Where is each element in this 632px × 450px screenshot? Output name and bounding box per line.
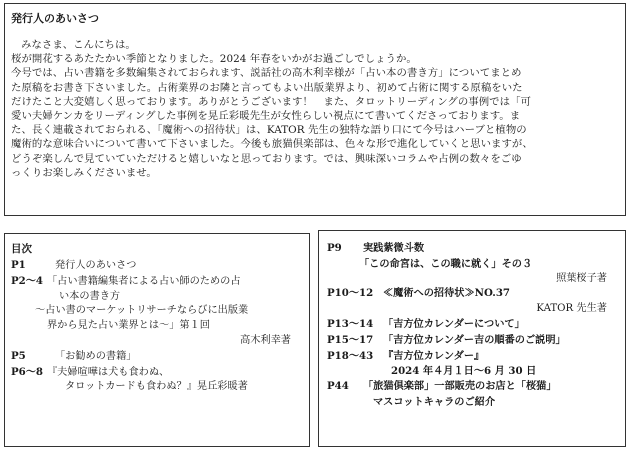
greeting-section: [4, 3, 626, 216]
toc-entry-continued: [327, 364, 617, 379]
toc-page: P6～8: [11, 365, 44, 378]
toc-entry: [327, 241, 617, 257]
toc-text: 実践紫微斗数: [363, 242, 425, 254]
greeting-line: た原稿をお書き下さいました。占術業界のお隣と言ってもよい出版業界より、初めて占術に関する原稿をいた: [11, 81, 523, 94]
toc-page: P44: [327, 380, 349, 393]
toc-text: 『吉方位カレンダー』: [383, 349, 485, 362]
toc-entry-continued: [327, 257, 617, 272]
toc-entry-continued: [327, 395, 617, 410]
toc-author-text: KATOR 先生著: [536, 303, 607, 315]
toc-entry: [11, 258, 301, 274]
toc-page: P1: [11, 259, 26, 271]
toc-text: 「お勧めの書籍」: [55, 350, 137, 362]
greeting-line: 愛い夫婦ケンカをリーディングした事例を晃丘彩暖先生が女性らしい視点にて書いてくださっております。ま: [11, 110, 521, 123]
toc-text: 「この命宮は、この職に就く」その３: [359, 257, 533, 270]
toc-author-text: 照葉桜子著: [556, 272, 607, 284]
toc-entry: [11, 274, 301, 290]
toc-page: P15～17: [327, 333, 374, 346]
greeting-line: っくりお楽しみくださいませ。: [11, 166, 157, 179]
toc-text: タロットカードも食わぬ？』晃丘彩暖著: [65, 381, 248, 393]
toc-text: 「旅猫倶楽部」一部販売のお店と「桜猫」: [363, 380, 557, 393]
toc-entry-continued: [11, 290, 301, 305]
toc-author-text: 高木利幸著: [240, 334, 291, 346]
greeting-line: どうぞ楽しんで見ていていただけると嬉しいなと思っております。では、興味深いコラムや占例の数々をごゆ: [11, 152, 522, 165]
toc-entry: [327, 333, 617, 349]
toc-heading: 目次: [11, 243, 32, 255]
greeting-title: 発行人のあいさつ: [11, 12, 99, 25]
greeting-line: 今号では、占い書籍を多数編集されておられます、説話社の高木利幸様が「占い本の書き方」についてまとめ: [11, 67, 522, 80]
toc-page: P9: [327, 242, 342, 254]
toc-text: 発行人のあいさつ: [55, 260, 137, 271]
toc-text: ≪魔術への招待状≫NO.37: [383, 287, 510, 300]
greeting-line: 魔術的な意味合いについて書いて下さいました。今後も旅猫倶楽部は、色々な形で進化していくと思いますが、: [11, 138, 533, 151]
toc-page: P5: [11, 349, 26, 362]
toc-text: 「吉方位カレンダーについて」: [383, 317, 525, 330]
greeting-line: みなさま、こんにちは。: [21, 39, 136, 51]
toc-left-section: [4, 233, 310, 447]
toc-text: ～占い書のマーケットリサーチならびに出版業: [35, 305, 249, 317]
toc-page: P13～14: [327, 317, 374, 330]
toc-author: [327, 272, 617, 287]
toc-entry: [11, 349, 301, 365]
toc-entry: [327, 317, 617, 333]
toc-entry-continued: [11, 304, 301, 319]
toc-entry: [327, 349, 617, 365]
toc-entry: [11, 365, 301, 381]
toc-page: P2～4: [11, 274, 44, 287]
greeting-line: 桜が開花するあたたかい季節となりました。2024 年春をいかがお過ごしでしょうか。: [11, 53, 417, 66]
greeting-line: た、長く連載されておられる、「魔術への招待状」は、KATOR 先生の独特な語り口にて今号はハーブと植物の: [11, 124, 527, 137]
toc-entry: [327, 379, 617, 395]
toc-text: マスコットキャラのご紹介: [373, 395, 496, 408]
toc-page: P18～43: [327, 349, 374, 362]
toc-entry-continued: [11, 319, 301, 334]
toc-text: い本の書き方: [59, 290, 121, 302]
toc-text: 『夫婦喧嘩は犬も食わぬ、: [47, 366, 170, 378]
toc-entry: [327, 286, 617, 302]
toc-text: 「吉方位カレンダー吉の順番のご説明」: [383, 333, 566, 346]
toc-author: [11, 334, 301, 349]
toc-entry-continued: [11, 380, 301, 395]
toc-text: 2024 年４月１日～6 月 30 日: [391, 365, 537, 378]
toc-right-section: [318, 230, 626, 447]
toc-text: 界から見た占い業界とは～」第１回: [47, 320, 210, 332]
toc-page: P10～12: [327, 287, 374, 300]
toc-text: 「占い書籍編集者による占い師のための占: [47, 275, 241, 287]
greeting-line: だけたこと大変嬉しく思っております。ありがとうございます！ また、タロットリーディングの事例では「可: [11, 95, 531, 108]
toc-author: [327, 302, 617, 317]
